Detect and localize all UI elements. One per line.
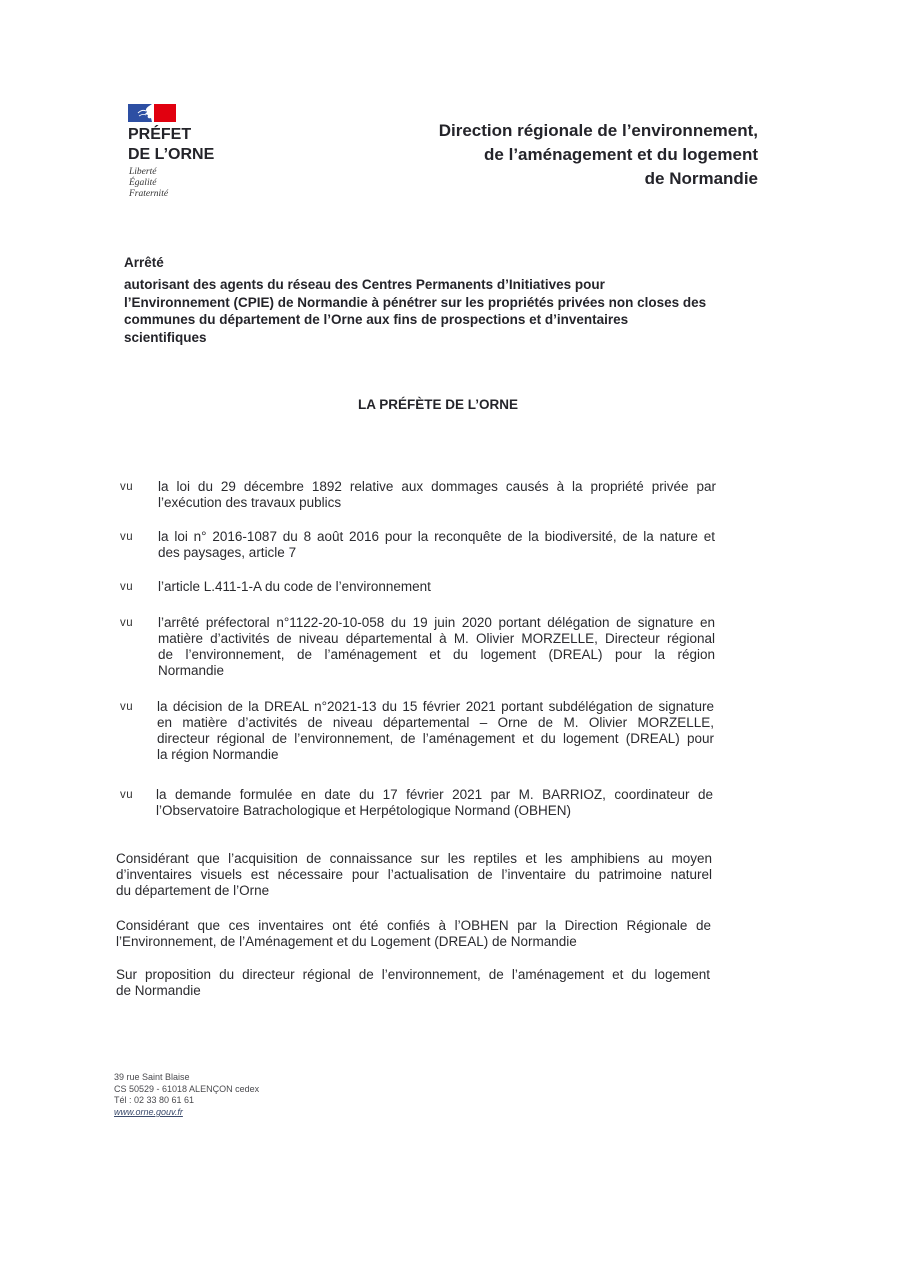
directorate-line: de l’aménagement et du logement [484, 145, 758, 164]
visa-line: la région Normandie [157, 747, 279, 762]
prefecture-contact-footer [114, 1072, 259, 1119]
visa-line: l’article L.411-1-A du code de l’environnement [158, 579, 431, 594]
decree-title [124, 276, 706, 346]
visa-label: vu [120, 581, 134, 593]
visa-item [158, 579, 715, 595]
footer-address-line: 39 rue Saint Blaise [114, 1072, 190, 1082]
visa-label: vu [120, 789, 134, 801]
republique-francaise-marianne-logo-icon [128, 104, 176, 123]
visa-line: l’exécution des travaux publics [158, 495, 342, 510]
visa-line: des paysages, article 7 [158, 545, 297, 560]
motto-line: Égalité [129, 178, 157, 188]
decree-title-line: communes du département de l’Orne aux fins de prospections et d’inventaires [124, 312, 629, 327]
consideration-line: l’Environnement, de l’Aménagement et du Logement (DREAL) de Normandie [116, 934, 577, 949]
prefecture-name-line: PRÉFET [128, 126, 192, 143]
visa-line: matière d’activités de niveau départemental à M. Olivier MORZELLE, Directeur régional [158, 631, 715, 646]
visa-item [156, 787, 713, 819]
website-link[interactable]: www.orne.gouv.fr [114, 1107, 183, 1118]
visa-line: en matière d’activités de niveau départemental – Orne de M. Olivier MORZELLE, [157, 715, 714, 730]
visa-label: vu [120, 701, 134, 713]
directorate-line: de Normandie [644, 169, 758, 188]
consideration-line: Considérant que ces inventaires ont été confiés à l’OBHEN par la Direction Régionale de [116, 918, 711, 933]
visa-label: vu [120, 481, 134, 493]
motto-line: Fraternité [129, 189, 169, 199]
visa-item [158, 529, 715, 561]
visa-item [157, 699, 714, 763]
visa-line: l’arrêté préfectoral n°1122-20-10-058 du 19 juin 2020 portant délégation de signature en [158, 615, 715, 630]
visa-line: la loi du 29 décembre 1892 relative aux dommages causés à la propriété privée par [158, 479, 716, 494]
visa-line: de l’environnement, de l’aménagement et du logement (DREAL) pour la région [158, 647, 715, 662]
consideration-line: du département de l’Orne [116, 883, 270, 898]
decree-title-line: scientifiques [124, 329, 207, 345]
proposal-paragraph [116, 967, 710, 999]
prefecture-name-line: DE L’ORNE [128, 146, 215, 163]
consideration-line: Considérant que l’acquisition de connaissance sur les reptiles et les amphibiens au moyen [116, 851, 712, 866]
visa-item [158, 479, 716, 511]
consideration-paragraph [116, 851, 712, 899]
visa-label: vu [120, 531, 134, 543]
issuing-authority: LA PRÉFÈTE DE L’ORNE [358, 397, 519, 412]
decree-title-line: autorisant des agents du réseau des Centres Permanents d’Initiatives pour [124, 277, 605, 292]
directorate-line: Direction régionale de l’environnement, [438, 121, 758, 140]
issuing-directorate [439, 119, 758, 191]
visa-line: Normandie [158, 663, 225, 678]
visa-line: directeur régional de l’environnement, de l’aménagement et du logement (DREAL) pour [157, 731, 714, 746]
decree-heading: Arrêté [124, 255, 164, 270]
proposal-line: de Normandie [116, 983, 201, 998]
republic-motto [129, 167, 168, 200]
footer-phone: Tél : 02 33 80 61 61 [114, 1095, 195, 1106]
proposal-line: Sur proposition du directeur régional de l’environnement, de l’aménagement et du logement [116, 967, 710, 982]
motto-line: Liberté [129, 167, 157, 177]
footer-address-line: CS 50529 - 61018 ALENÇON cedex [114, 1083, 260, 1094]
visa-line: la demande formulée en date du 17 février 2021 par M. BARRIOZ, coordinateur de [156, 787, 713, 802]
consideration-paragraph [116, 918, 711, 950]
visa-item [158, 615, 715, 679]
visa-line: l’Observatoire Batrachologique et Herpétologique Normand (OBHEN) [156, 803, 571, 818]
decree-title-line: l’Environnement (CPIE) de Normandie à pénétrer sur les propriétés privées non closes des [124, 294, 707, 310]
prefecture-name [128, 125, 214, 165]
consideration-line: d’inventaires visuels est nécessaire pour l’actualisation de l’inventaire du patrimoine naturel [116, 867, 712, 882]
visa-line: la loi n° 2016-1087 du 8 août 2016 pour la reconquête de la biodiversité, de la nature et [158, 529, 715, 544]
visa-label: vu [120, 617, 134, 629]
visa-line: la décision de la DREAL n°2021-13 du 15 février 2021 portant subdélégation de signature [157, 699, 714, 714]
